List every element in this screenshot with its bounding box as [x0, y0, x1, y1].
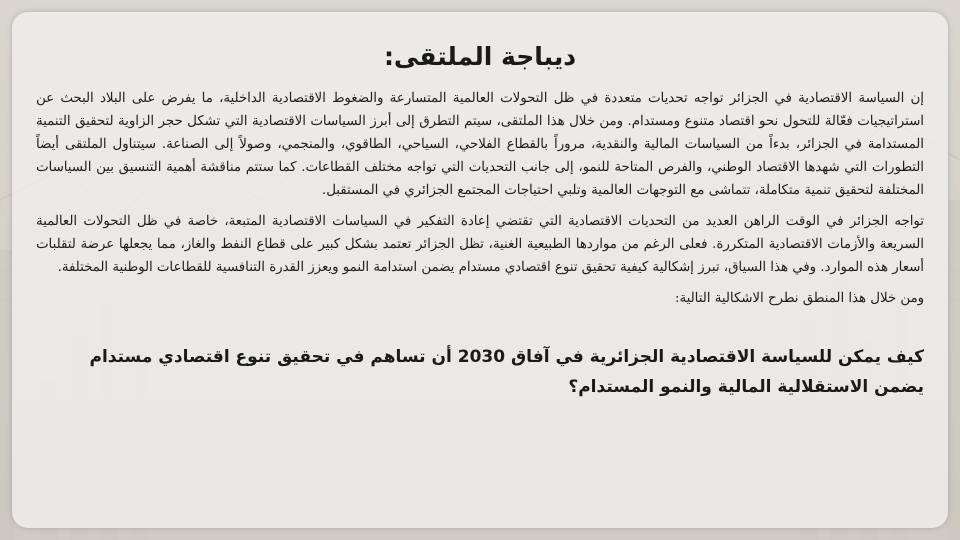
problem-lead-in: ومن خلال هذا المنطق نطرح الاشكالية التالية:: [675, 291, 924, 306]
intro-paragraph: إن السياسة الاقتصادية في الجزائر تواجه تحديات متعددة في ظل التحولات العالمية المتسارعة والضغوط الاقتصادية الداخلية، ما يفرض على البلاد البحث عن استراتيجيات فعّالة للتحول نحو اقتصاد متنوع ومستدام. ومن خلال هذا الملتقى، سيتم التطرق إلى أبرز السياسات الاقتصادية التي تشكل حجر الزاوية لتحقيق التنمية المستدامة في الجزائر، بدءاً من السياسات المالية والنقدية، مروراً بالقطاع الفلاحي، السياحي، الطاقوي، والمنجمي، وصولاً إلى الصناعة. سيتناول الملتقى أيضاً التطورات التي شهدها الاقتصاد الوطني، والفرص المتاحة للنمو، إلى جانب التحديات التي تواجه مختلف القطاعات. كما ستتم مناقشة أهمية التنسيق بين السياسات المختلفة لتحقيق تنمية متكاملة، تتماشى مع التوجهات العالمية وتلبي احتياجات المجتمع الجزائري في المستقبل.: [36, 91, 924, 198]
content-panel: [12, 12, 948, 528]
research-question: كيف يمكن للسياسة الاقتصادية الجزائرية في آفاق 2030 أن تساهم في تحقيق تنوع اقتصادي مستدام يضمن الاستقلالية المالية والنمو المستدام؟: [89, 347, 924, 397]
challenges-paragraph: تواجه الجزائر في الوقت الراهن العديد من التحديات الاقتصادية التي تقتضي إعادة التفكير في السياسات الاقتصادية المتبعة، خاصة في ظل التحولات العالمية السريعة والأزمات الاقتصادية المتكررة. فعلى الرغم من مواردها الطبيعية الغنية، تظل الجزائر تعتمد بشكل كبير على قطاع النفط والغاز، مما يجعلها عرضة لتقلبات أسعار هذه الموارد. وفي هذا السياق، تبرز إشكالية كيفية تحقيق تنوع اقتصادي مستدام يضمن استدامة النمو ويعزز القدرة التنافسية للقطاعات الوطنية المختلفة.: [36, 214, 924, 275]
page-title: ديباجة الملتقى:: [383, 42, 577, 71]
